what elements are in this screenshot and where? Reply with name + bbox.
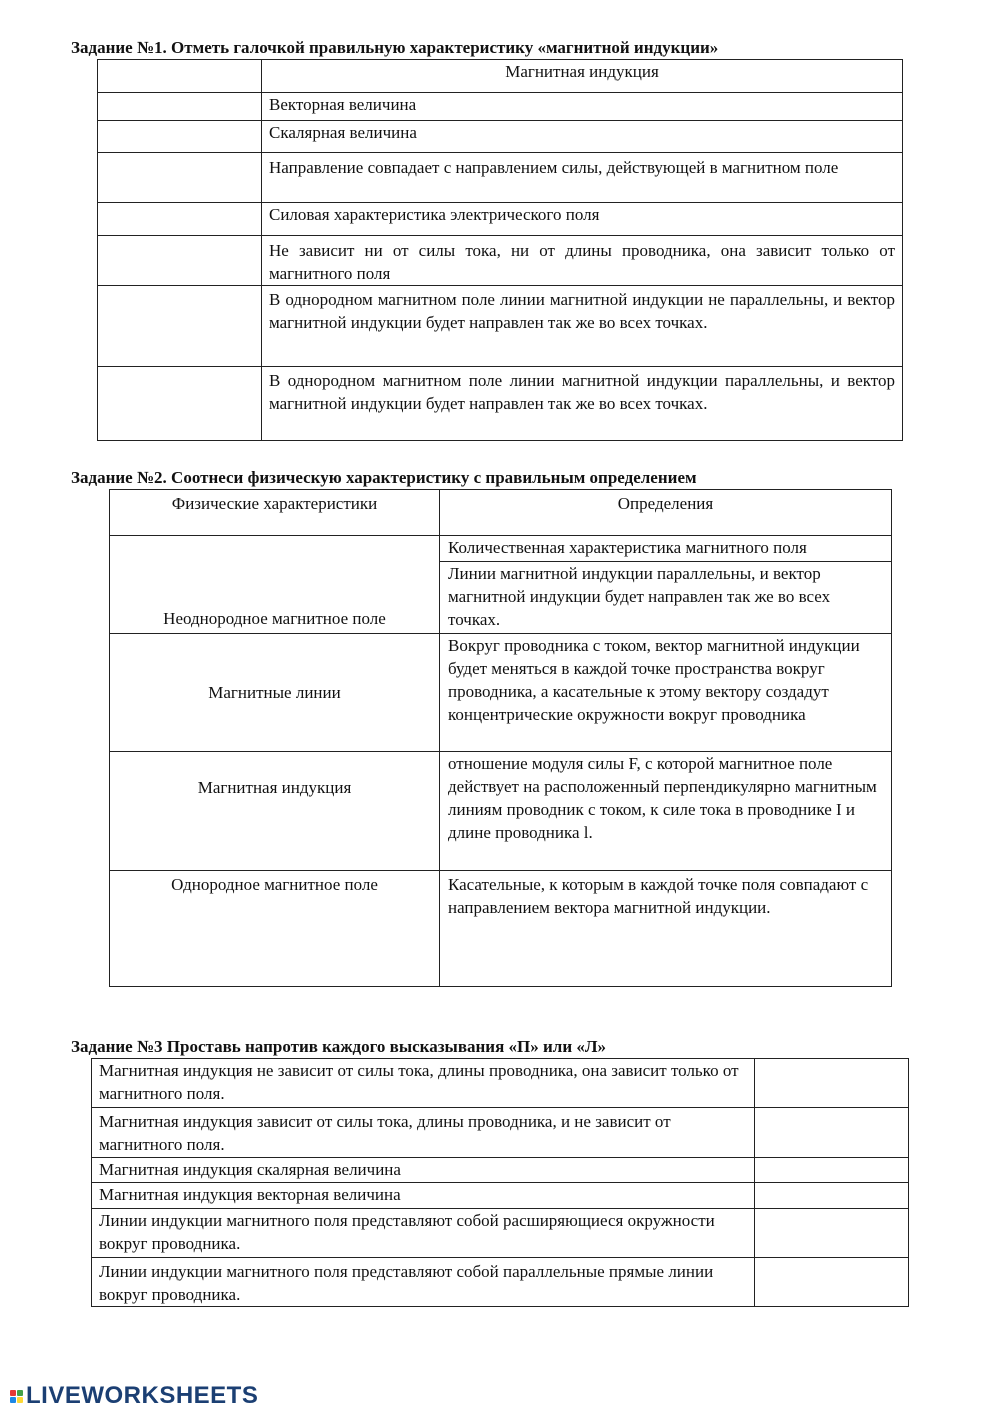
logo-mark-square bbox=[17, 1390, 23, 1396]
task1-check-cell[interactable] bbox=[98, 286, 262, 367]
logo-mark-icon bbox=[10, 1390, 23, 1403]
task1-statement: Векторная величина bbox=[262, 93, 903, 121]
task2-col-left-header: Физические характеристики bbox=[110, 490, 440, 536]
task1-check-cell[interactable] bbox=[98, 93, 262, 121]
task1-check-cell[interactable] bbox=[98, 121, 262, 153]
task1-table bbox=[97, 59, 903, 441]
task3-statement: Линии индукции магнитного поля представляют собой расширяющиеся окружности вокруг проводника. bbox=[92, 1209, 755, 1258]
task2-definition[interactable]: отношение модуля силы F, с которой магнитное поле действует на расположенный перпендикулярно магнитным линиям проводник с током, к силе тока в проводнике I и длине проводника l. bbox=[440, 752, 892, 871]
task3-table bbox=[91, 1058, 909, 1307]
task2-term[interactable]: Магнитные линии bbox=[110, 634, 440, 752]
task1-statement: Скалярная величина bbox=[262, 121, 903, 153]
task1-statement: В однородном магнитном поле линии магнитной индукции параллельны, и вектор магнитной индукции будет направлен так же во всех точках. bbox=[262, 367, 903, 441]
task3-statement: Магнитная индукция зависит от силы тока, длины проводника, и не зависит от магнитного поля. bbox=[92, 1108, 755, 1158]
task1-statement: В однородном магнитном поле линии магнитной индукции не параллельны, и вектор магнитной индукции будет направлен так же во всех точках. bbox=[262, 286, 903, 367]
task3-statement: Магнитная индукция не зависит от силы тока, длины проводника, она зависит только от магнитного поля. bbox=[92, 1059, 755, 1108]
task2-term[interactable]: Однородное магнитное поле bbox=[110, 871, 440, 987]
task2-term[interactable]: Магнитная индукция bbox=[110, 752, 440, 871]
task2-table bbox=[109, 489, 892, 987]
liveworksheets-logo bbox=[10, 1381, 258, 1411]
task1-heading: Задание №1. Отметь галочкой правильную характеристику «магнитной индукции» bbox=[71, 38, 719, 57]
task1-statement: Силовая характеристика электрического поля bbox=[262, 203, 903, 236]
task1-check-cell[interactable] bbox=[98, 153, 262, 203]
task2-definition[interactable]: Касательные, к которым в каждой точке поля совпадают с направлением вектора магнитной индукции. bbox=[440, 871, 892, 987]
logo-mark-square bbox=[17, 1397, 23, 1403]
task3-answer-cell[interactable] bbox=[755, 1209, 909, 1258]
task1-check-cell[interactable] bbox=[98, 203, 262, 236]
task2-definition[interactable]: Вокруг проводника с током, вектор магнитной индукции будет меняться в каждой точке пространства вокруг проводника, а касательные к этому вектору создадут концентрические окружности вокруг проводника bbox=[440, 634, 892, 752]
task2-heading: Задание №2. Соотнеси физическую характеристику с правильным определением bbox=[71, 468, 697, 487]
task2-col-right-header: Определения bbox=[440, 490, 892, 536]
task1-check-cell[interactable] bbox=[98, 367, 262, 441]
task1-statement: Не зависит ни от силы тока, ни от длины проводника, она зависит только от магнитного поля bbox=[262, 236, 903, 286]
task3-answer-cell[interactable] bbox=[755, 1158, 909, 1183]
task1-statement: Направление совпадает с направлением силы, действующей в магнитном поле bbox=[262, 153, 903, 203]
task3-answer-cell[interactable] bbox=[755, 1059, 909, 1108]
task3-statement: Линии индукции магнитного поля представляют собой параллельные прямые линии вокруг проводника. bbox=[92, 1258, 755, 1307]
task3-heading: Задание №3 Проставь напротив каждого высказывания «П» или «Л» bbox=[71, 1037, 607, 1056]
task2-definition[interactable]: Количественная характеристика магнитного поля bbox=[440, 536, 892, 562]
task2-term[interactable]: Неоднородное магнитное поле bbox=[110, 536, 440, 634]
task3-answer-cell[interactable] bbox=[755, 1108, 909, 1158]
task1-column-header: Магнитная индукция bbox=[262, 60, 903, 93]
task3-answer-cell[interactable] bbox=[755, 1183, 909, 1209]
task3-statement: Магнитная индукция векторная величина bbox=[92, 1183, 755, 1209]
logo-mark-square bbox=[10, 1390, 16, 1396]
task2-definition[interactable]: Линии магнитной индукции параллельны, и вектор магнитной индукции будет направлен так же во всех точках. bbox=[440, 562, 892, 634]
logo-text: LIVEWORKSHEETS bbox=[26, 1382, 259, 1409]
task3-answer-cell[interactable] bbox=[755, 1258, 909, 1307]
task1-header-blank bbox=[98, 60, 262, 93]
logo-mark-square bbox=[10, 1397, 16, 1403]
task3-statement: Магнитная индукция скалярная величина bbox=[92, 1158, 755, 1183]
task1-check-cell[interactable] bbox=[98, 236, 262, 286]
